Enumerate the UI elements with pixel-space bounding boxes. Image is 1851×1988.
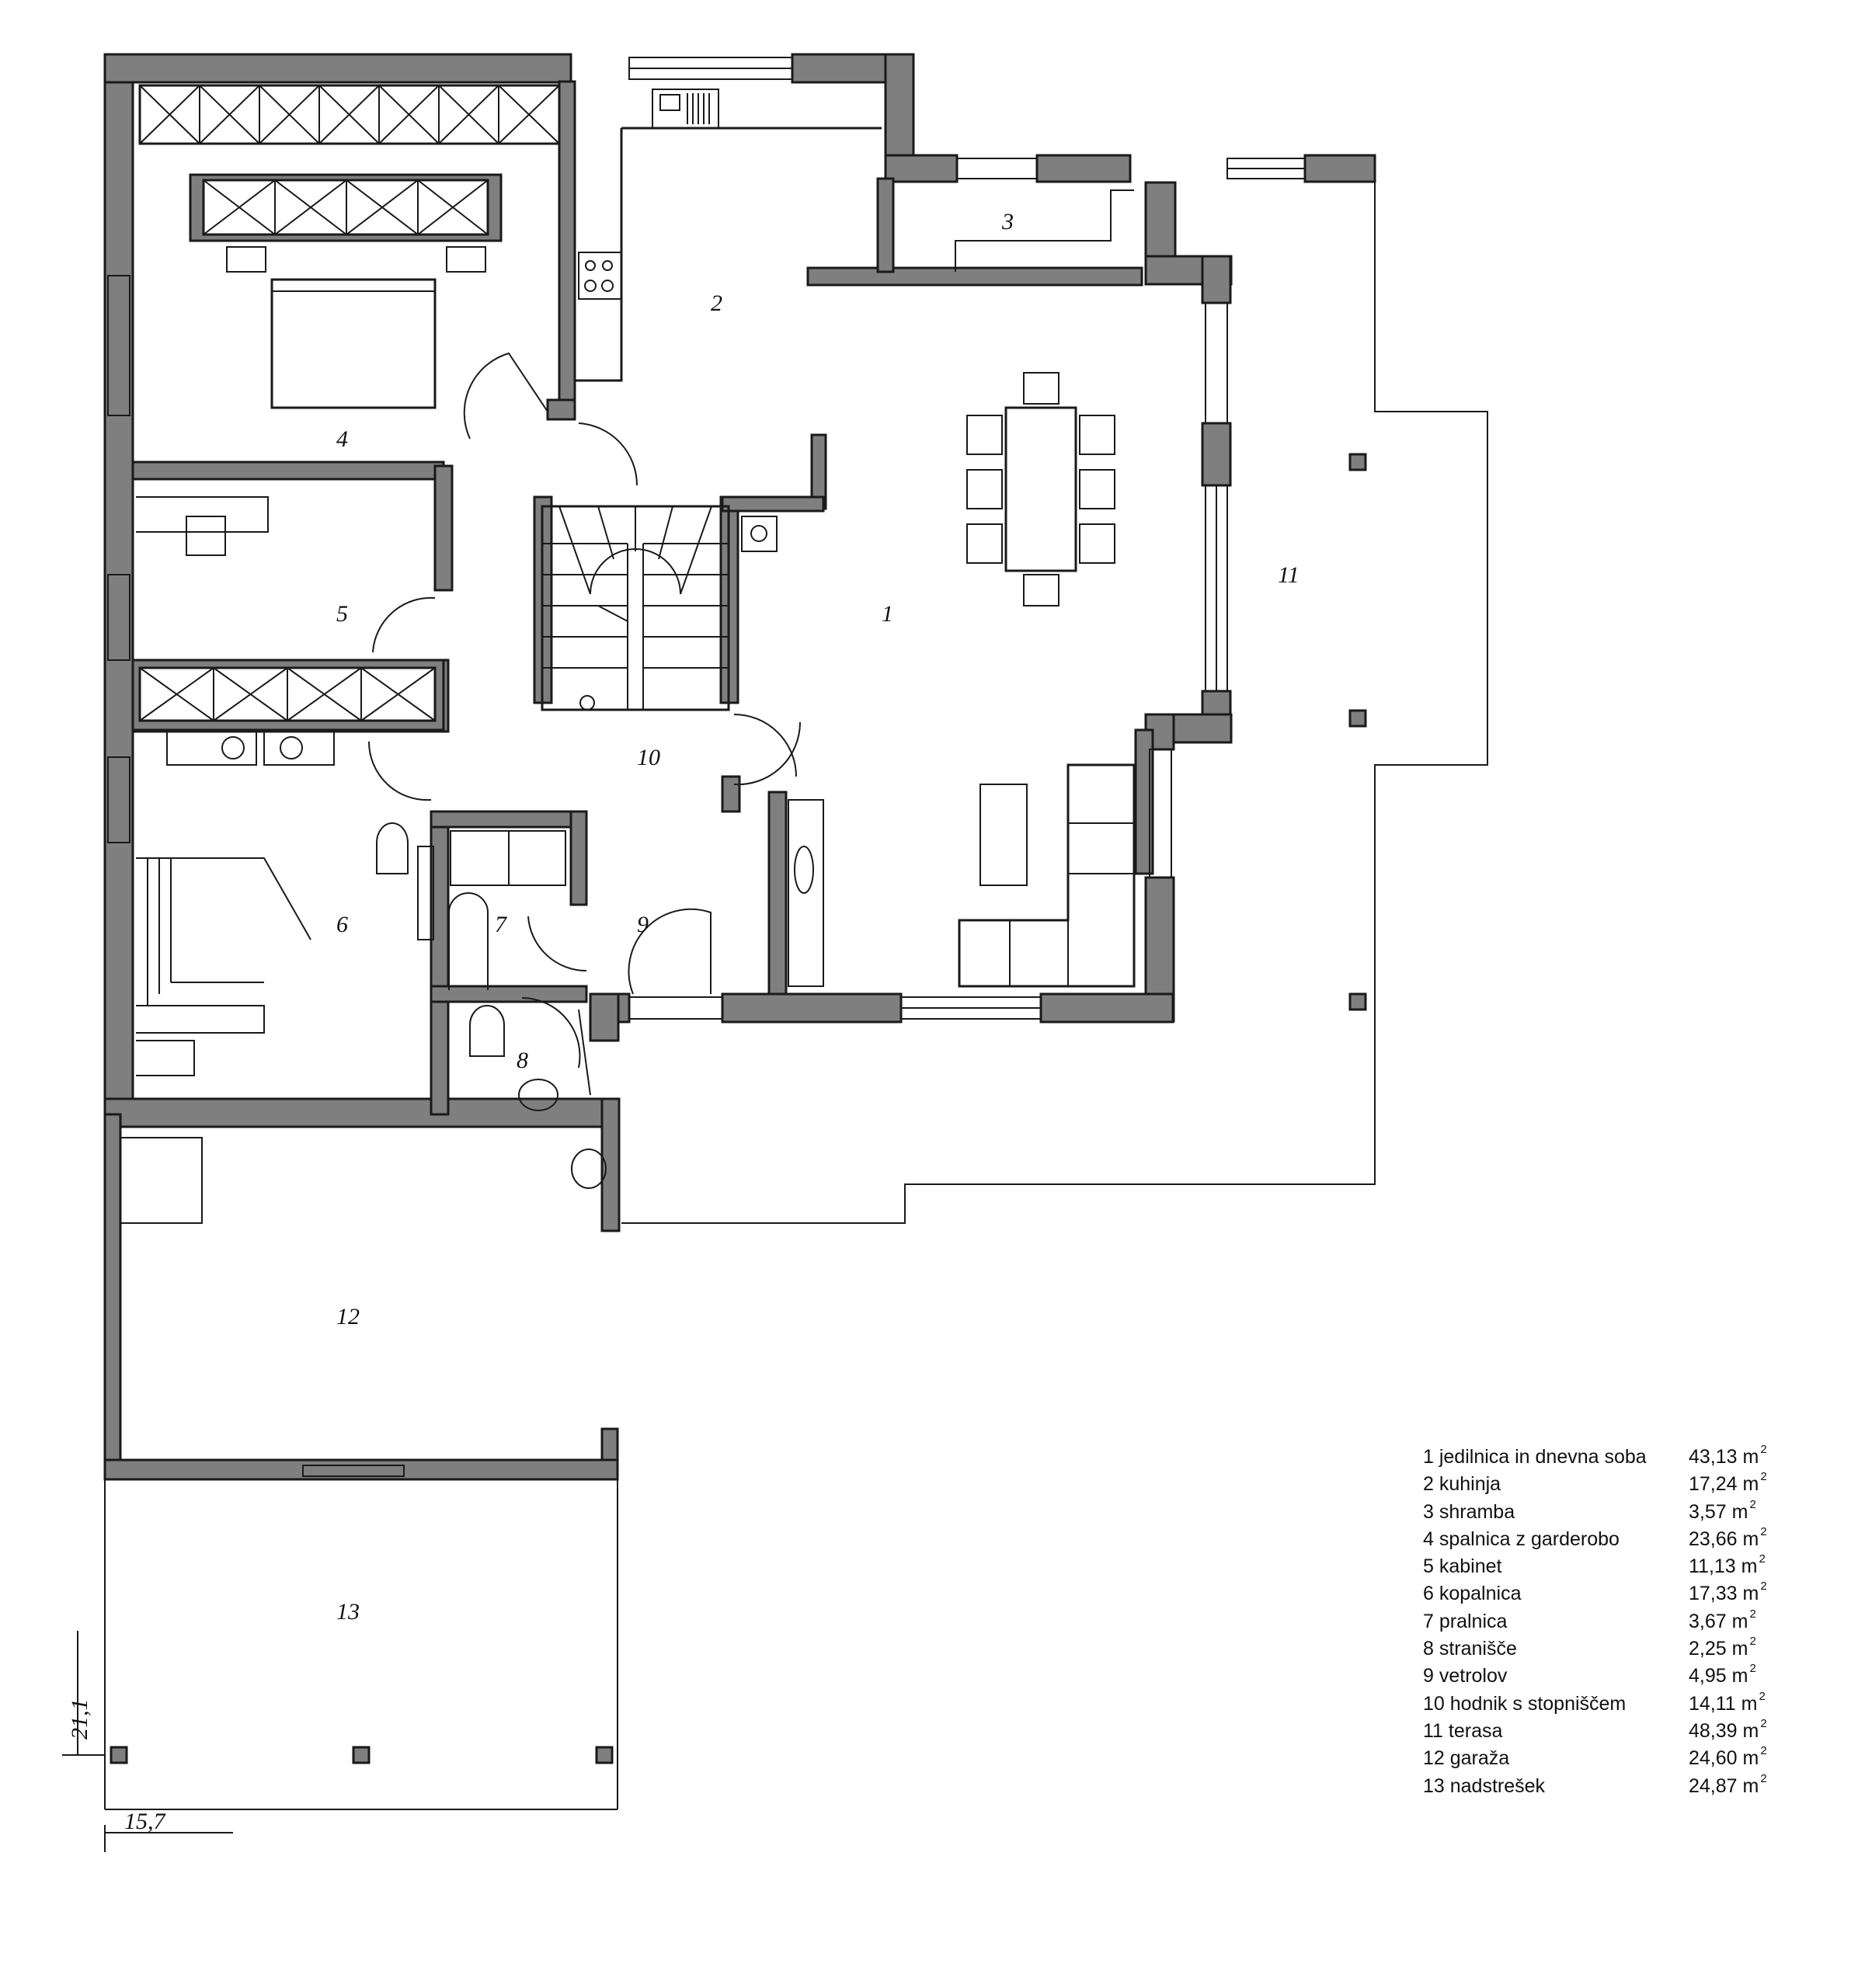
legend-row xyxy=(1423,1771,1780,1802)
legend-room-area xyxy=(1689,1689,1766,1715)
legend-area-value: 2,25 m xyxy=(1689,1638,1748,1660)
legend-area-unit-exponent: 2 xyxy=(1749,1635,1756,1649)
legend-row xyxy=(1423,1552,1780,1583)
legend-row xyxy=(1423,1470,1780,1500)
legend-row xyxy=(1423,1524,1780,1555)
legend-room-area xyxy=(1689,1635,1756,1660)
legend-row xyxy=(1423,1689,1780,1720)
dimension-vertical: 21,1 xyxy=(67,1698,92,1740)
legend-room-label: 2 kuhinja xyxy=(1423,1473,1501,1496)
pantry-shelves xyxy=(955,190,1134,272)
legend-room-area xyxy=(1689,1470,1767,1496)
legend-area-value: 24,87 m xyxy=(1689,1774,1759,1797)
legend-room-label: 8 stranišče xyxy=(1423,1638,1517,1660)
legend-row xyxy=(1423,1443,1780,1473)
legend-room-area xyxy=(1689,1662,1756,1687)
legend-row xyxy=(1423,1607,1780,1638)
legend-area-unit-exponent: 2 xyxy=(1759,1552,1766,1566)
room-number-2: 2 xyxy=(711,290,722,316)
legend-room-area xyxy=(1689,1552,1766,1578)
room-number-6: 6 xyxy=(336,912,348,937)
staircase xyxy=(542,506,729,710)
legend-area-unit-exponent: 2 xyxy=(1760,1716,1767,1730)
legend-area-value: 24,60 m xyxy=(1689,1747,1759,1770)
room-number-5: 5 xyxy=(336,601,348,627)
legend-area-value: 43,13 m xyxy=(1689,1446,1759,1468)
legend-area-value: 11,13 m xyxy=(1689,1555,1758,1578)
room-number-12: 12 xyxy=(336,1304,360,1329)
legend-row xyxy=(1423,1744,1780,1774)
legend-room-area xyxy=(1689,1524,1767,1551)
dimension-horizontal: 15,7 xyxy=(124,1809,165,1834)
room-number-9: 9 xyxy=(637,912,649,937)
legend-area-unit-exponent: 2 xyxy=(1760,1580,1767,1594)
legend-row xyxy=(1423,1580,1780,1610)
exterior-walls xyxy=(105,54,1375,1479)
legend-row xyxy=(1423,1662,1780,1692)
legend-area-value: 14,11 m xyxy=(1689,1692,1758,1715)
legend-area-value: 48,39 m xyxy=(1689,1719,1759,1742)
legend-room-area xyxy=(1689,1580,1767,1605)
legend-room-label: 1 jedilnica in dnevna soba xyxy=(1423,1446,1647,1468)
kitchen-fixtures xyxy=(575,89,882,551)
legend-row xyxy=(1423,1497,1780,1528)
legend-room-label: 9 vetrolov xyxy=(1423,1665,1508,1687)
dimension-lines xyxy=(62,1631,233,1852)
legend-area-unit-exponent: 2 xyxy=(1749,1607,1756,1621)
legend-area-value: 4,95 m xyxy=(1689,1665,1748,1687)
legend-area-value: 3,57 m xyxy=(1689,1500,1748,1523)
legend-room-area xyxy=(1689,1771,1767,1798)
room-number-10: 10 xyxy=(637,745,660,770)
room-number-3: 3 xyxy=(1002,209,1014,235)
legend-area-value: 23,66 m xyxy=(1689,1527,1759,1550)
room-number-4: 4 xyxy=(336,426,348,452)
legend-room-label: 5 kabinet xyxy=(1423,1555,1502,1578)
legend-area-unit-exponent: 2 xyxy=(1760,1443,1767,1456)
legend-row xyxy=(1423,1635,1780,1665)
legend-room-area xyxy=(1689,1443,1767,1468)
room-number-1: 1 xyxy=(882,601,893,627)
desk xyxy=(136,497,268,555)
legend-room-label: 4 spalnica z garderobo xyxy=(1423,1527,1620,1550)
legend-room-label: 13 nadstrešek xyxy=(1423,1774,1546,1797)
legend-room-area xyxy=(1689,1744,1767,1770)
legend-room-label: 12 garaža xyxy=(1423,1747,1510,1770)
room-number-13: 13 xyxy=(336,1599,360,1625)
legend-area-unit-exponent: 2 xyxy=(1759,1689,1766,1703)
legend-area-unit-exponent: 2 xyxy=(1760,1771,1767,1785)
legend-area-value: 17,24 m xyxy=(1689,1473,1759,1496)
legend-room-label: 10 hodnik s stopniščem xyxy=(1423,1692,1627,1715)
legend-area-unit-exponent: 2 xyxy=(1760,1470,1767,1484)
legend-area-unit-exponent: 2 xyxy=(1760,1524,1767,1538)
legend-area-unit-exponent: 2 xyxy=(1749,1497,1756,1511)
legend-area-value: 17,33 m xyxy=(1689,1583,1759,1605)
legend-room-label: 6 kopalnica xyxy=(1423,1583,1522,1605)
legend-room-area xyxy=(1689,1497,1756,1524)
bed xyxy=(227,247,485,408)
room-number-8: 8 xyxy=(517,1048,528,1073)
room-number-11: 11 xyxy=(1278,562,1300,588)
room-area-legend xyxy=(1423,1443,1780,1802)
sofa xyxy=(788,765,1134,986)
legend-room-area xyxy=(1689,1607,1756,1633)
room-number-7: 7 xyxy=(495,912,506,937)
legend-room-label: 7 pralnica xyxy=(1423,1610,1508,1632)
bathroom-fixtures xyxy=(136,730,433,1076)
legend-area-value: 3,67 m xyxy=(1689,1610,1748,1632)
legend-room-label: 3 shramba xyxy=(1423,1500,1515,1523)
legend-room-area xyxy=(1689,1716,1767,1743)
legend-room-label: 11 terasa xyxy=(1423,1719,1503,1742)
legend-row xyxy=(1423,1716,1780,1747)
legend-area-unit-exponent: 2 xyxy=(1749,1662,1756,1676)
dining-table xyxy=(967,373,1115,606)
legend-area-unit-exponent: 2 xyxy=(1760,1744,1767,1758)
